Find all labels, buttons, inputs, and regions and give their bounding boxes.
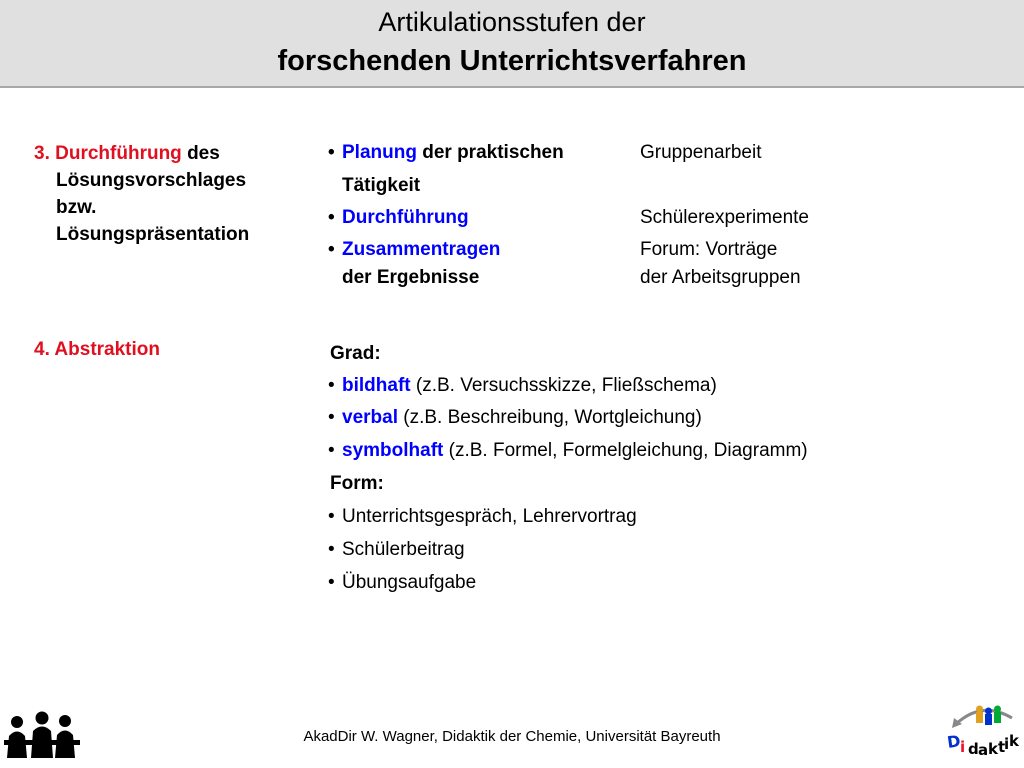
logo-letter: t: [998, 738, 1006, 756]
stage-3-number: 3.: [34, 143, 50, 164]
form-item: [328, 536, 465, 563]
bullet-icon: •: [328, 539, 335, 560]
bullet-icon: •: [328, 375, 335, 396]
logo-letter: k: [1009, 732, 1019, 750]
logo-letter: D: [946, 731, 962, 752]
phase-method-2: der Arbeitsgruppen: [640, 267, 801, 288]
logo-letter: a: [978, 741, 989, 759]
grad-term: bildhaft: [342, 375, 411, 396]
phase-text-2: der Ergebnisse: [342, 267, 480, 288]
footer-text: AkadDir W. Wagner, Didaktik der Chemie, Universität Bayreuth: [303, 728, 721, 745]
bullet-icon: •: [328, 207, 335, 228]
phase-method: Schülerexperimente: [640, 207, 809, 228]
bullet-icon: •: [328, 506, 335, 527]
stage-3-line-3: bzw.: [56, 197, 97, 218]
bullet-icon: •: [328, 142, 335, 163]
logo-letter: d: [968, 740, 979, 758]
grad-term: verbal: [342, 407, 398, 428]
title-line-1: Artikulationsstufen der: [378, 7, 646, 37]
grad-term: symbolhaft: [342, 440, 444, 461]
title-bar: [0, 0, 1024, 88]
phase-text: der praktischen: [422, 142, 564, 163]
form-item-text: Schülerbeitrag: [342, 539, 465, 560]
stage-3-label: [34, 140, 304, 248]
form-item-text: Unterrichtsgespräch, Lehrervortrag: [342, 506, 637, 527]
stage-3-rest: des: [187, 143, 220, 164]
grad-example: (z.B. Beschreibung, Wortgleichung): [403, 407, 702, 428]
bullet-icon: •: [328, 572, 335, 593]
didaktik-logo: [946, 702, 1020, 765]
phase-highlight: Durchführung: [342, 207, 469, 228]
grad-example: (z.B. Versuchsskizze, Fließschema): [415, 375, 717, 396]
stage-3-line-4: Lösungspräsentation: [56, 224, 250, 245]
logo-letter: i: [960, 738, 966, 756]
phase-highlight: Zusammentragen: [342, 239, 501, 260]
grad-example: (z.B. Formel, Formelgleichung, Diagramm): [448, 440, 808, 461]
phase-item-zusammentragen: [328, 236, 500, 263]
grad-item: [328, 404, 702, 431]
stage-3-highlight: Durchführung: [55, 143, 182, 164]
form-heading: Form:: [330, 473, 384, 494]
bullet-icon: •: [328, 440, 335, 461]
phase-item-durchfuehrung: [328, 204, 469, 231]
grad-item: [328, 437, 808, 464]
phase-item-planung: [328, 139, 564, 166]
grad-item: [328, 372, 717, 399]
form-item: [328, 503, 637, 530]
form-item: [328, 569, 476, 596]
form-item-text: Übungsaufgabe: [342, 572, 477, 593]
title-line-2: forschenden Unterrichtsverfahren: [277, 45, 747, 77]
phase-text-2: Tätigkeit: [342, 175, 421, 196]
phase-method: Gruppenarbeit: [640, 142, 762, 163]
logo-letter: i: [1004, 735, 1010, 753]
stage-4-label: 4. Abstraktion: [34, 339, 160, 360]
logo-letter: k: [988, 740, 998, 758]
phase-highlight: Planung: [342, 142, 417, 163]
stage-3-line-2: Lösungsvorschlages: [56, 170, 247, 191]
phase-method: Forum: Vorträge: [640, 239, 778, 260]
grad-heading: Grad:: [330, 343, 381, 364]
bullet-icon: •: [328, 239, 335, 260]
bullet-icon: •: [328, 407, 335, 428]
